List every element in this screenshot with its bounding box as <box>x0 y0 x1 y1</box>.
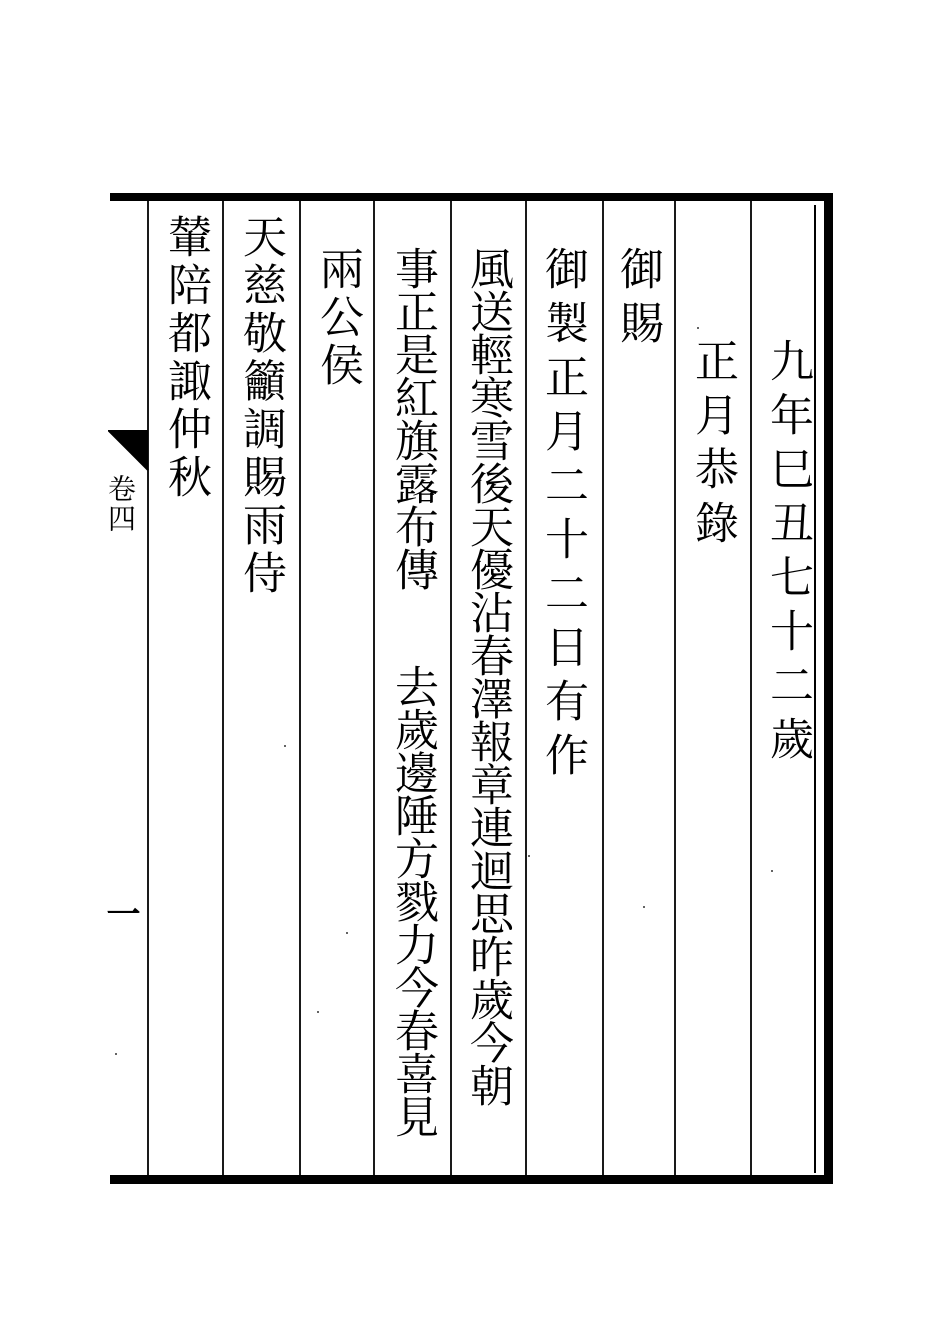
speck <box>317 1011 319 1013</box>
text-column-6b: 去歲邊陲方戮力今春喜見 <box>387 664 438 1137</box>
text-column-8: 天慈敬籲調賜雨侍 <box>235 214 286 598</box>
speck <box>284 745 286 747</box>
text-column-9: 輦陪都諏仲秋 <box>160 214 211 502</box>
speck <box>528 855 530 857</box>
column-divider <box>450 201 452 1175</box>
speck <box>643 906 645 908</box>
margin-title: 卷四 <box>104 474 137 534</box>
column-divider <box>222 201 224 1175</box>
column-divider <box>525 201 527 1175</box>
text-column-3: 御賜 <box>612 246 663 354</box>
column-divider <box>299 201 301 1175</box>
speck <box>771 870 773 872</box>
column-divider <box>147 201 149 1175</box>
column-divider <box>674 201 676 1175</box>
top-border <box>110 193 833 201</box>
column-divider <box>750 201 752 1175</box>
text-column-1: 九年巳丑七十二歲 <box>762 338 813 770</box>
text-column-5: 風送輕寒雪後天優沾春澤報章連迴思昨歲今朝 <box>462 246 513 1106</box>
text-column-4: 御製正月二十二日有作 <box>537 246 588 786</box>
speck <box>115 1053 117 1055</box>
margin-page-number: 一 <box>100 896 140 940</box>
right-border-outer <box>824 193 833 1184</box>
text-column-6a: 事正是紅旗露布傳 <box>387 246 438 590</box>
bottom-border <box>110 1175 833 1184</box>
speck <box>346 932 348 934</box>
right-border-inner <box>814 205 816 1173</box>
speck <box>697 327 699 329</box>
text-column-2: 正月恭錄 <box>687 338 738 554</box>
column-divider <box>602 201 604 1175</box>
text-column-7: 兩公侯 <box>312 246 363 390</box>
column-divider <box>373 201 375 1175</box>
